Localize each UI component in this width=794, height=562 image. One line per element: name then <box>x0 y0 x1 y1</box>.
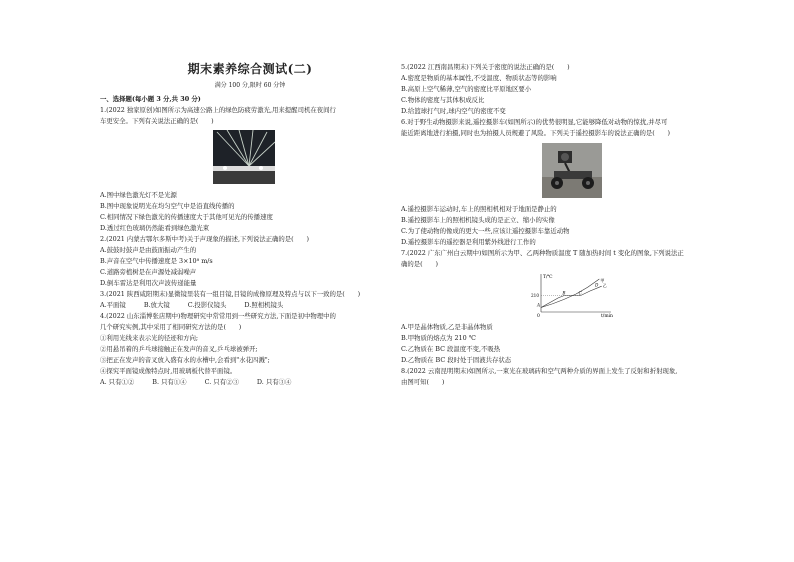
question-4-line-1: 4.(2022 山东淄博张店期中)物理研究中常常用到一些研究方法,下面是初中物理中的 <box>100 312 336 320</box>
question-6-option-c: C.为了使动物的像成的更大一些,应该让遥控摄影车靠近动物 <box>401 227 570 235</box>
question-6-option-d: D.遥控摄影车的遥控器是利用紫外线进行工作的 <box>401 238 536 246</box>
question-3-option-a: A.平面镜 <box>100 301 126 309</box>
right-column <box>401 62 706 388</box>
question-7-option-d: D.乙物质在 BC 段时处于固液共存状态 <box>401 356 512 364</box>
point-label-d: D <box>595 282 599 288</box>
temperature-time-chart <box>529 272 619 318</box>
question-6-option-a: A.遥控摄影车运动时,车上的照相机相对于地面是静止的 <box>401 205 557 213</box>
question-1-option-a: A.图中绿色激光灯不是光源 <box>100 191 177 199</box>
page-title: 期末素养综合测试(二) <box>187 62 313 76</box>
series-label-0: 甲 <box>600 278 605 283</box>
origin-label: 0 <box>537 314 540 318</box>
question-5-option-a: A.密度是物质的基本属性,不受温度、物质状态等的影响 <box>401 74 557 82</box>
question-7-option-a: A.甲是晶体物质,乙是非晶体物质 <box>401 323 493 331</box>
question-6-option-b: B.遥控摄影车上的照相机镜头成的是正立、缩小的实像 <box>401 216 555 224</box>
question-2-option-a: A.鼓鼓时鼓声是由鼓面振动产生的 <box>100 246 197 254</box>
question-8-line-1: 8.(2022 云南昆明期末)如图所示,一束光在玻璃砖和空气两种介质的界面上发生了反射和折射现象, <box>401 367 678 375</box>
question-7-option-b: B.甲物质的熔点为 210 ℃ <box>401 334 476 342</box>
question-4-item-1: ①利用光线来表示光的径迹和方向; <box>100 334 199 342</box>
question-5-line-1: 5.(2022 江西南昌期末)下列关于密度的说法正确的是( ) <box>401 63 570 71</box>
question-6-line-1: 6.对于野生动物摄影来说,遥控摄影车(如图所示)的优势很明显,它能够降低对动物的惊扰,并尽可 <box>401 118 668 126</box>
question-7-option-c: C.乙物质在 BC 段温度不变,不吸热 <box>401 345 501 353</box>
question-4-item-3: ③把正在发声的音叉放入盛有水的水槽中,会看到"水花四溅"; <box>100 356 270 364</box>
question-2-line-1: 2.(2021 内蒙古鄂尔多斯中考)关于声现象的描述,下列说法正确的是( ) <box>100 235 309 243</box>
section-heading: 一、选择题(每小题 3 分,共 30 分) <box>100 95 201 103</box>
question-1-option-d: D.透过红色玻璃仍然能看到绿色激光束 <box>100 224 210 232</box>
point-label-a: A <box>537 302 541 308</box>
question-1-option-c: C.相同情况下绿色激光的传播速度大于其他可见光的传播速度 <box>100 213 273 221</box>
point-label-b: B <box>562 290 566 296</box>
question-7-line-1: 7.(2022 广东广州白云期中)如图所示为甲、乙两种物质温度 T 随加热时间 t 变化的图象,下列说法正 <box>401 249 684 257</box>
question-4-item-4: ④探究平面镜成像特点时,用玻璃板代替平面镜。 <box>100 367 237 375</box>
question-6-line-2: 能近距离地进行拍摄,同时也为拍摄人员规避了风险。下列关于遥控摄影车的说法正确的是( ) <box>401 129 671 137</box>
camera-car-photo <box>542 143 602 198</box>
question-4-option-d: D. 只有③④ <box>256 378 292 386</box>
point-label-c: C <box>578 290 582 296</box>
question-1-line-2: 车更安全。下列有关说法正确的是( ) <box>100 117 214 125</box>
question-7-line-2: 确的是( ) <box>401 260 438 268</box>
question-5-option-c: C.物体的密度与其体积成反比 <box>401 96 485 104</box>
question-4-option-c: C. 只有②③ <box>204 378 239 386</box>
question-3-line-1: 3.(2021 陕西咸阳期末)显微镜里装有一组目镜,目镜的成像原理及特点与以下一致的是( ) <box>100 290 361 298</box>
question-4-option-b: B. 只有①④ <box>152 378 187 386</box>
series-label-1: 乙 <box>602 283 607 289</box>
temperature-time-chart-svg <box>529 272 619 318</box>
question-2-option-b: B.声音在空气中传播速度是 3×10⁸ m/s <box>100 257 213 265</box>
question-4-item-2: ②用悬吊着的乒乓球接触正在发声的音叉,乒乓球被弹开; <box>100 345 258 353</box>
laser-highway-photo <box>213 130 275 184</box>
question-3-option-c: C.投影仪镜头 <box>187 301 227 309</box>
y-axis-label: T/℃ <box>543 275 553 280</box>
question-1-line-1: 1.(2022 独家原创)如图所示为高速公路上的绿色防疲劳激光,用来提醒司机在夜间行 <box>100 106 336 114</box>
question-2-option-c: C.道路旁植树是在声源处减弱噪声 <box>100 268 197 276</box>
question-1-option-b: B.图中现象说明光在均匀空气中是沿直线传播的 <box>100 202 235 210</box>
question-3-option-b: B.放大镜 <box>143 301 170 309</box>
question-4-option-a: A. 只有①② <box>100 378 135 386</box>
x-axis-label: t/min <box>601 314 613 318</box>
question-4-options <box>100 377 400 388</box>
question-4-line-2: 几个研究实例,其中采用了相同研究方法的是( ) <box>100 323 242 331</box>
y-tick-label-0: 210 <box>531 293 539 298</box>
series-line-0 <box>541 279 599 308</box>
question-8-line-2: 由图可知( ) <box>401 378 445 386</box>
question-5-option-b: B.高原上空气稀薄,空气的密度比平原地区要小 <box>401 85 532 93</box>
question-2-option-d: D.倒车雷达是利用次声波传递能量 <box>100 279 197 287</box>
question-3-option-d: D.照相机镜头 <box>244 301 284 309</box>
question-3-options <box>100 300 400 311</box>
question-5-option-d: D.给篮球打气时,球内空气的密度不变 <box>401 107 506 115</box>
page-subtitle: 满分 100 分,限时 60 分钟 <box>214 82 286 89</box>
left-column <box>100 94 400 388</box>
